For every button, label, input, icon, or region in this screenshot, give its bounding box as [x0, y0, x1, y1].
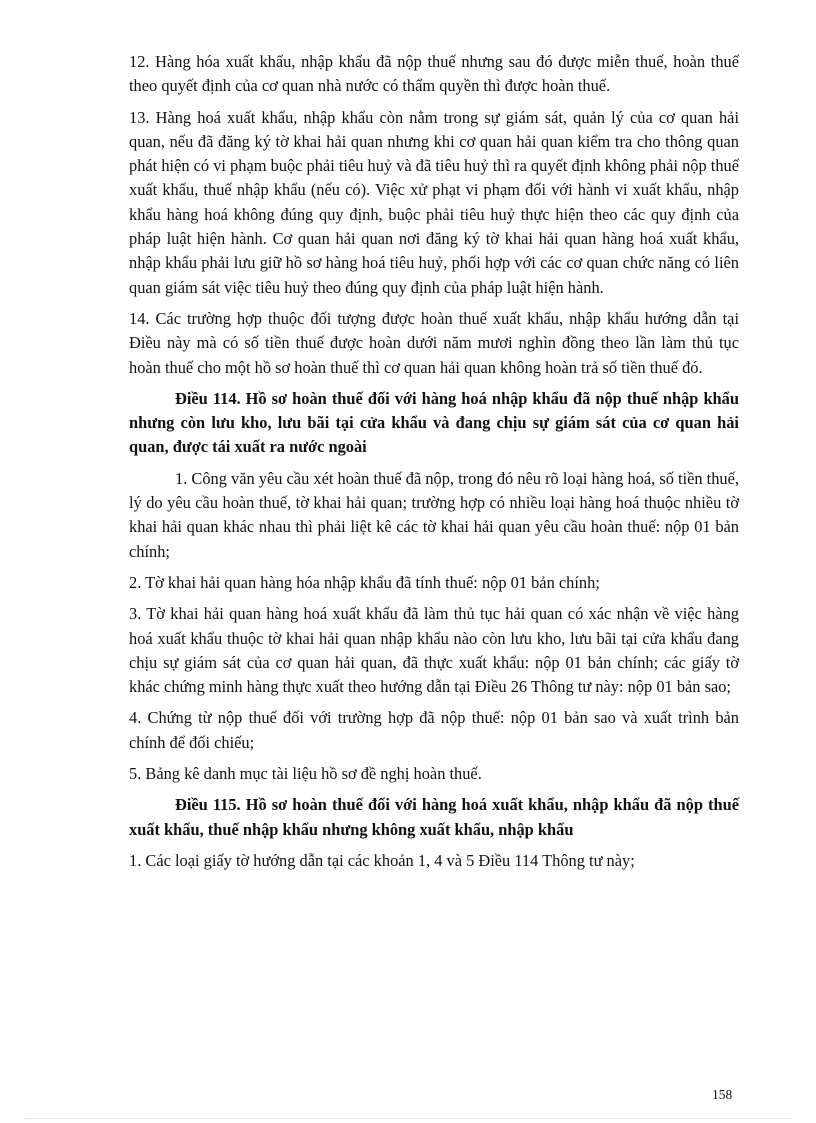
article-114-item-4: 4. Chứng từ nộp thuế đối với trường hợp đã nộp thuế: nộp 01 bản sao và xuất trình bản chính để đối chiếu; [129, 708, 739, 752]
article-114-item-1: 1. Công văn yêu cầu xét hoàn thuế đã nộp, trong đó nêu rõ loại hàng hoá, số tiền thuế, lý do yêu cầu hoàn thuế, tờ khai hải quan; trường hợp có nhiều loại hàng hoá thuộc nhiều tờ khai hải quan khác nhau thì phải liệt kê các tờ khai hải quan yêu cầu hoàn thuế: nộp 01 bản chính; [129, 468, 739, 561]
paragraph-item-14: 14. Các trường hợp thuộc đối tượng được hoàn thuế xuất khẩu, nhập khẩu hướng dẫn tại Điều này mà có số tiền thuế được hoàn dưới năm mươi nghìn đồng theo lần làm thủ tục hoàn thuế cho một hồ sơ hoàn thuế thì cơ quan hải quan không hoàn trả số tiền thuế đó. [129, 308, 739, 377]
page-number: 158 [712, 1087, 733, 1102]
article-115-item-1: 1. Các loại giấy tờ hướng dẫn tại các khoản 1, 4 và 5 Điều 114 Thông tư này; [129, 850, 635, 870]
article-114-item-3: 3. Tờ khai hải quan hàng hoá xuất khẩu đã làm thủ tục hải quan có xác nhận về việc hàng hoá xuất khẩu thuộc tờ khai hải quan nhập khẩu nào còn lưu kho, lưu bãi tại cửa khẩu đang chịu sự giám sát của cơ quan hải quan, đã thực xuất khẩu: nộp 01 bản chính; các giấy tờ khác chứng minh hàng thực xuất theo hướng dẫn tại Điều 26 Thông tư này: nộp 01 bản sao; [129, 604, 739, 697]
article-114-item-5: 5. Bảng kê danh mục tài liệu hồ sơ đề nghị hoàn thuế. [129, 764, 482, 784]
bottom-divider [24, 1118, 792, 1119]
paragraph-item-13: 13. Hàng hoá xuất khẩu, nhập khẩu còn nằm trong sự giám sát, quản lý của cơ quan hải quan, nếu đã đăng ký tờ khai hải quan nhưng khi cơ quan hải quan kiểm tra cho thông quan phát hiện có vi phạm buộc phải tiêu huỷ và đã tiêu huỷ thì ra quyết định không phải nộp thuế xuất khẩu, thuế nhập khẩu (nếu có). Việc xử phạt vi phạm đối với hành vi xuất khẩu, nhập khẩu hàng hoá không đúng quy định, buộc phải tiêu huỷ thực hiện theo các quy định của pháp luật hiện hành. Cơ quan hải quan nơi đăng ký tờ khai hải quan hàng hoá xuất khẩu, nhập khẩu phải lưu giữ hồ sơ hàng hoá tiêu huỷ, phối hợp với các cơ quan chức năng có liên quan giám sát việc tiêu huỷ theo đúng quy định của pháp luật hiện hành. [129, 107, 739, 297]
document-page [129, 50, 739, 880]
article-114-heading: Điều 114. Hồ sơ hoàn thuế đối với hàng hoá nhập khẩu đã nộp thuế nhập khẩu nhưng còn lưu kho, lưu bãi tại cửa khẩu và đang chịu sự giám sát của cơ quan hải quan, được tái xuất ra nước ngoài [129, 388, 739, 457]
paragraph-item-12: 12. Hàng hóa xuất khẩu, nhập khẩu đã nộp thuế nhưng sau đó được miễn thuế, hoàn thuế theo quyết định của cơ quan nhà nước có thẩm quyền thì được hoàn thuế. [129, 52, 739, 96]
article-115-heading: Điều 115. Hồ sơ hoàn thuế đối với hàng hoá xuất khẩu, nhập khẩu đã nộp thuế xuất khẩu, thuế nhập khẩu nhưng không xuất khẩu, nhập khẩu [129, 795, 739, 839]
article-114-item-2: 2. Tờ khai hải quan hàng hóa nhập khẩu đã tính thuế: nộp 01 bản chính; [129, 572, 600, 592]
